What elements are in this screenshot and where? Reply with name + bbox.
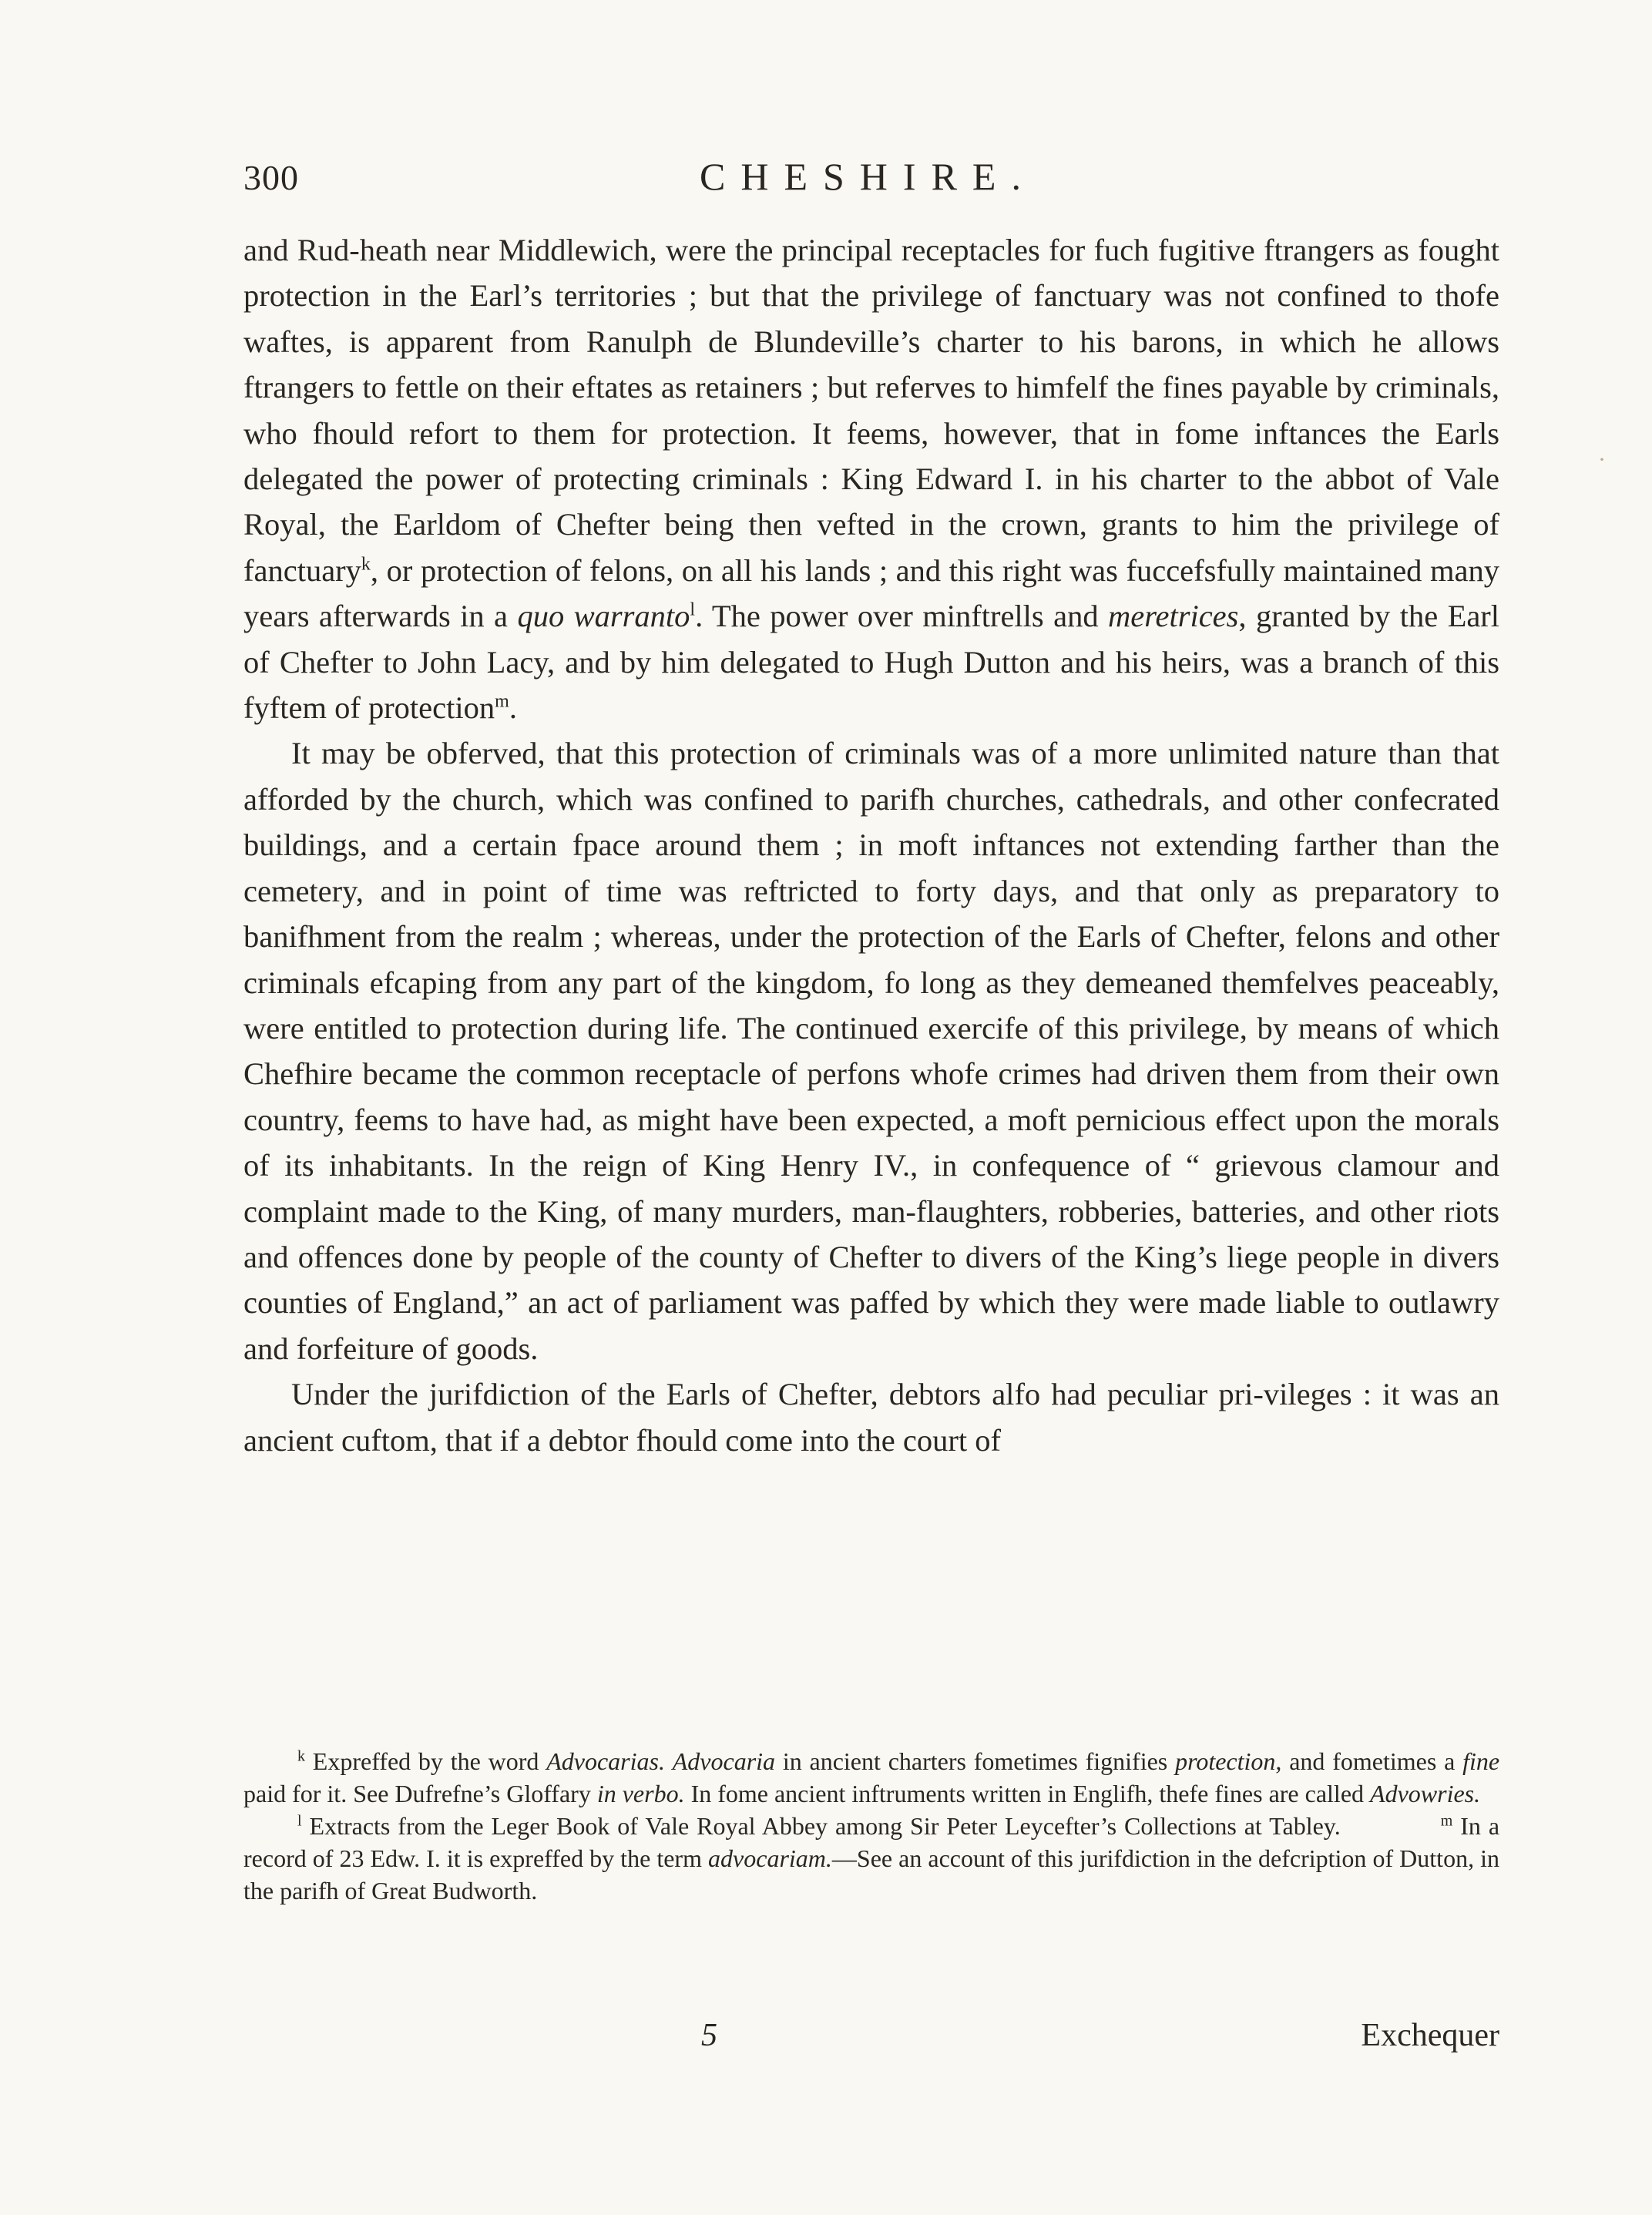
paragraph-1-text-d: , granted by the Earl of Chefter to John Lacy, and by him delegated to Hugh Dutton and his heirs, was a branch of this fyftem of protection xyxy=(243,599,1500,726)
fine-italic: fine xyxy=(1462,1747,1500,1775)
paragraph-3: Under the jurifdiction of the Earls of Chefter, debtors alfo had peculiar pri-vileges : it was an ancient cuftom, that if a debtor fhould come into the court of xyxy=(243,1377,1499,1458)
footnote-mark-k: k xyxy=(297,1747,305,1765)
catchline xyxy=(243,2017,1499,2063)
footnote-ref-l: l xyxy=(690,599,696,620)
running-title: CHESHIRE. xyxy=(700,155,1036,198)
footnote-m-text-a: In a record of 23 Edw. I. it is expreffed by the term xyxy=(243,1812,1500,1872)
running-head xyxy=(243,154,1507,208)
catchword: Exchequer xyxy=(1361,2018,1499,2053)
paragraph-2: It may be obferved, that this protection of criminals was of a more unlimited nature than that afforded by the church, which was confined to parifh churches, cathedrals, and other confecrated buildings, and a certain fpace around them ; in moft inftances not extending farther than the cemetery, and in point of time was reftricted to forty days, and that only as preparatory to banifhment from the realm ; whereas, under the protection of the Earls of Chefter, felons and other criminals efcaping from any part of the kingdom, fo long as they demeaned themfelves peaceably, were entitled to protection during life. The continued exercife of this privilege, by means of which Chefhire became the common receptacle of perfons whofe crimes had driven them from their own country, feems to have had, as might have been expected, a moft pernicious effect upon the morals of its inhabitants. In the reign of King Henry IV., in confequence of “ grievous clamour and complaint made to the King, of many murders, man-flaughters, robberies, batteries, and other riots and offences done by people of the county of Chefter to divers of the King’s liege people in divers counties of England,” an act of parliament was paffed by which they were made liable to outlawry and forfeiture of goods. xyxy=(243,736,1499,1366)
advowries-italic: Advowries. xyxy=(1370,1780,1481,1807)
footnote-mark-m: m xyxy=(1440,1812,1453,1830)
footnote-l-text: Extracts from the Leger Book of Vale Royal Abbey among Sir Peter Leycefter’s Collections at Tabley. xyxy=(309,1812,1341,1840)
footnote-k-text-a: Expreffed by the word xyxy=(312,1747,539,1775)
protection-italic: protection, xyxy=(1175,1747,1282,1775)
advocariam-italic: advocariam. xyxy=(708,1844,832,1872)
body-text xyxy=(243,227,1499,1463)
paragraph-1-text-c: . The power over minftrells and xyxy=(695,599,1099,634)
signature-mark: 5 xyxy=(701,2018,717,2053)
in-verbo-italic: in verbo. xyxy=(596,1780,685,1807)
footnote-k-text-b: in ancient charters fometimes fignifies xyxy=(782,1747,1168,1775)
footnote-m-text-b: —See an account of this jurifdiction in the defcription of Dutton, in the parifh of Great Budworth. xyxy=(243,1844,1500,1905)
quo-warranto-italic: quo warranto xyxy=(517,599,690,634)
paragraph-1-text-b: , or protection of felons, on all his lands ; and this right was fuccefsfully maintained many years afterwards in a xyxy=(243,552,1499,634)
footnote-k xyxy=(243,1745,1499,1810)
footnote-k-text-c: and fometimes a xyxy=(1289,1747,1456,1775)
page-number: 300 xyxy=(243,158,299,197)
footnote-k-text-d: paid for it. See Dufrefne’s Gloffary xyxy=(243,1780,591,1807)
meretrices-italic: meretrices xyxy=(1107,599,1239,634)
footnote-k-text-e: In fome ancient inftruments written in Englifh, thefe fines are called xyxy=(690,1780,1365,1807)
footnotes xyxy=(243,1745,1499,1907)
footnote-l-m xyxy=(243,1810,1499,1907)
footnote-ref-k: k xyxy=(361,554,371,575)
paragraph-1-text-a: and Rud-heath near Middlewich, were the principal receptacles for fuch fugitive ftrangers as fought protection in the Earl’s territories ; but that the privilege of fanctuary was not confined to thofe waftes, is apparent from Ranulph de Blundeville’s charter to his barons, in which he allows ftrangers to fettle on their eftates as retainers ; but referves to himfelf the fines payable by criminals, who fhould refort to them for protection. It feems, however, that in fome inftances the Earls delegated the power of protecting criminals : King Edward I. in his charter to the abbot of Vale Royal, the Earldom of Chefter being then vefted in the crown, grants to him the privilege of fanctuary xyxy=(243,233,1499,588)
advocaria-italic: Advocaria xyxy=(672,1747,776,1775)
footnote-ref-m: m xyxy=(495,691,509,712)
advocarias-italic: Advocarias. xyxy=(546,1747,665,1775)
paragraph-1-text-e: . xyxy=(509,690,517,726)
paper-speck: · xyxy=(1598,447,1606,472)
footnote-mark-l: l xyxy=(297,1812,302,1830)
paragraph-1 xyxy=(243,227,1499,730)
